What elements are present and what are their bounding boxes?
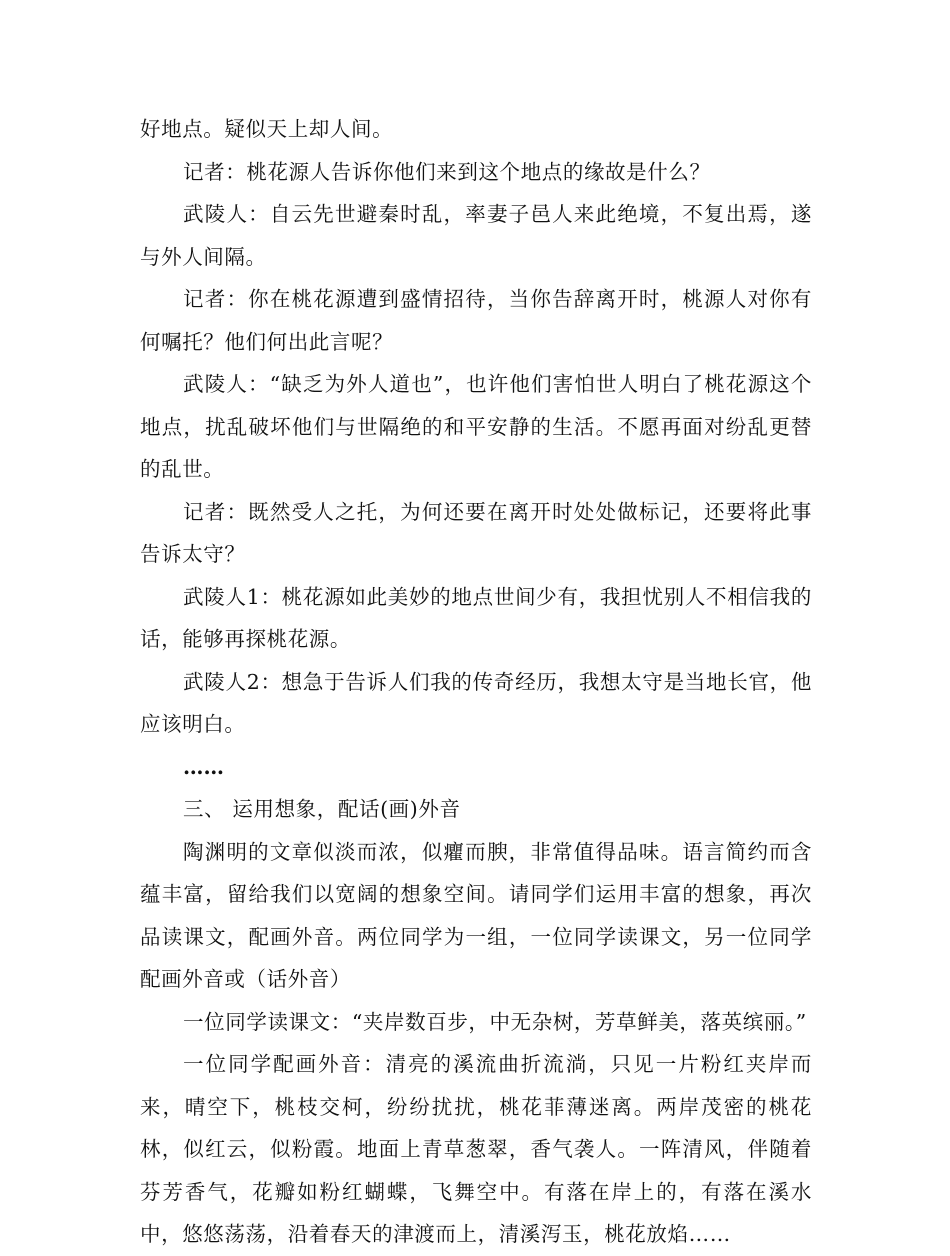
section-heading-3: 三、 运用想象，配话(画)外音: [183, 797, 461, 821]
paragraph-reporter-question-2: 记者：你在桃花源遭到盛情招待，当你告辞离开时，桃源人对你有何嘱托？他们何出此言呢？: [140, 287, 812, 354]
paragraph-continuation: 好地点。疑似天上却人间。: [140, 117, 394, 141]
paragraph-wuling-answer-1: 武陵人：自云先世避秦时乱，率妻子邑人来此绝境，不复出焉，遂与外人间隔。: [140, 202, 812, 269]
document-body: [140, 108, 812, 1256]
paragraph-wuling-answer-3a: 武陵人1：桃花源如此美妙的地点世间少有，我担忧别人不相信我的话，能够再探桃花源。: [140, 584, 812, 651]
paragraph-wuling-answer-3b: 武陵人2：想急于告诉人们我的传奇经历，我想太守是当地长官，他应该明白。: [140, 669, 812, 736]
paragraph-wuling-answer-2: 武陵人：“缺乏为外人道也”，也许他们害怕世人明白了桃花源这个地点，扰乱破坏他们与世隔绝的和平安静的生活。不愿再面对纷乱更替的乱世。: [140, 372, 812, 481]
paragraph-section-intro: 陶渊明的文章似淡而浓，似癯而腴，非常值得品味。语言简约而含蕴丰富，留给我们以宽阔的想象空间。请同学们运用丰富的想象，再次品读课文，配画外音。两位同学为一组，一位同学读课文，另一位同学配画外音或（话外音）: [140, 839, 812, 991]
paragraph-ellipsis: ……: [183, 754, 225, 779]
paragraph-reporter-question-1: 记者：桃花源人告诉你他们来到这个地点的缘故是什么？: [183, 159, 711, 184]
paragraph-student-reading: 一位同学读课文：“夹岸数百步，中无杂树，芳草鲜美，落英缤丽。”: [183, 1009, 807, 1034]
paragraph-student-voiceover: 一位同学配画外音：清亮的溪流曲折流淌，只见一片粉红夹岸而来，晴空下，桃枝交柯，纷纷扰扰，桃花菲薄迷离。两岸茂密的桃花林，似红云，似粉霞。地面上青草葱翠，香气袭人。一阵清风，伴随着芬芳香气，花瓣如粉红蝴蝶，飞舞空中。有落在岸上的，有落在溪水中，悠悠荡荡，沿着春天的津渡而上，清溪泻玉，桃花放焰……: [140, 1052, 812, 1246]
paragraph-reporter-question-3: 记者：既然受人之托，为何还要在离开时处处做标记，还要将此事告诉太守？: [140, 499, 812, 566]
